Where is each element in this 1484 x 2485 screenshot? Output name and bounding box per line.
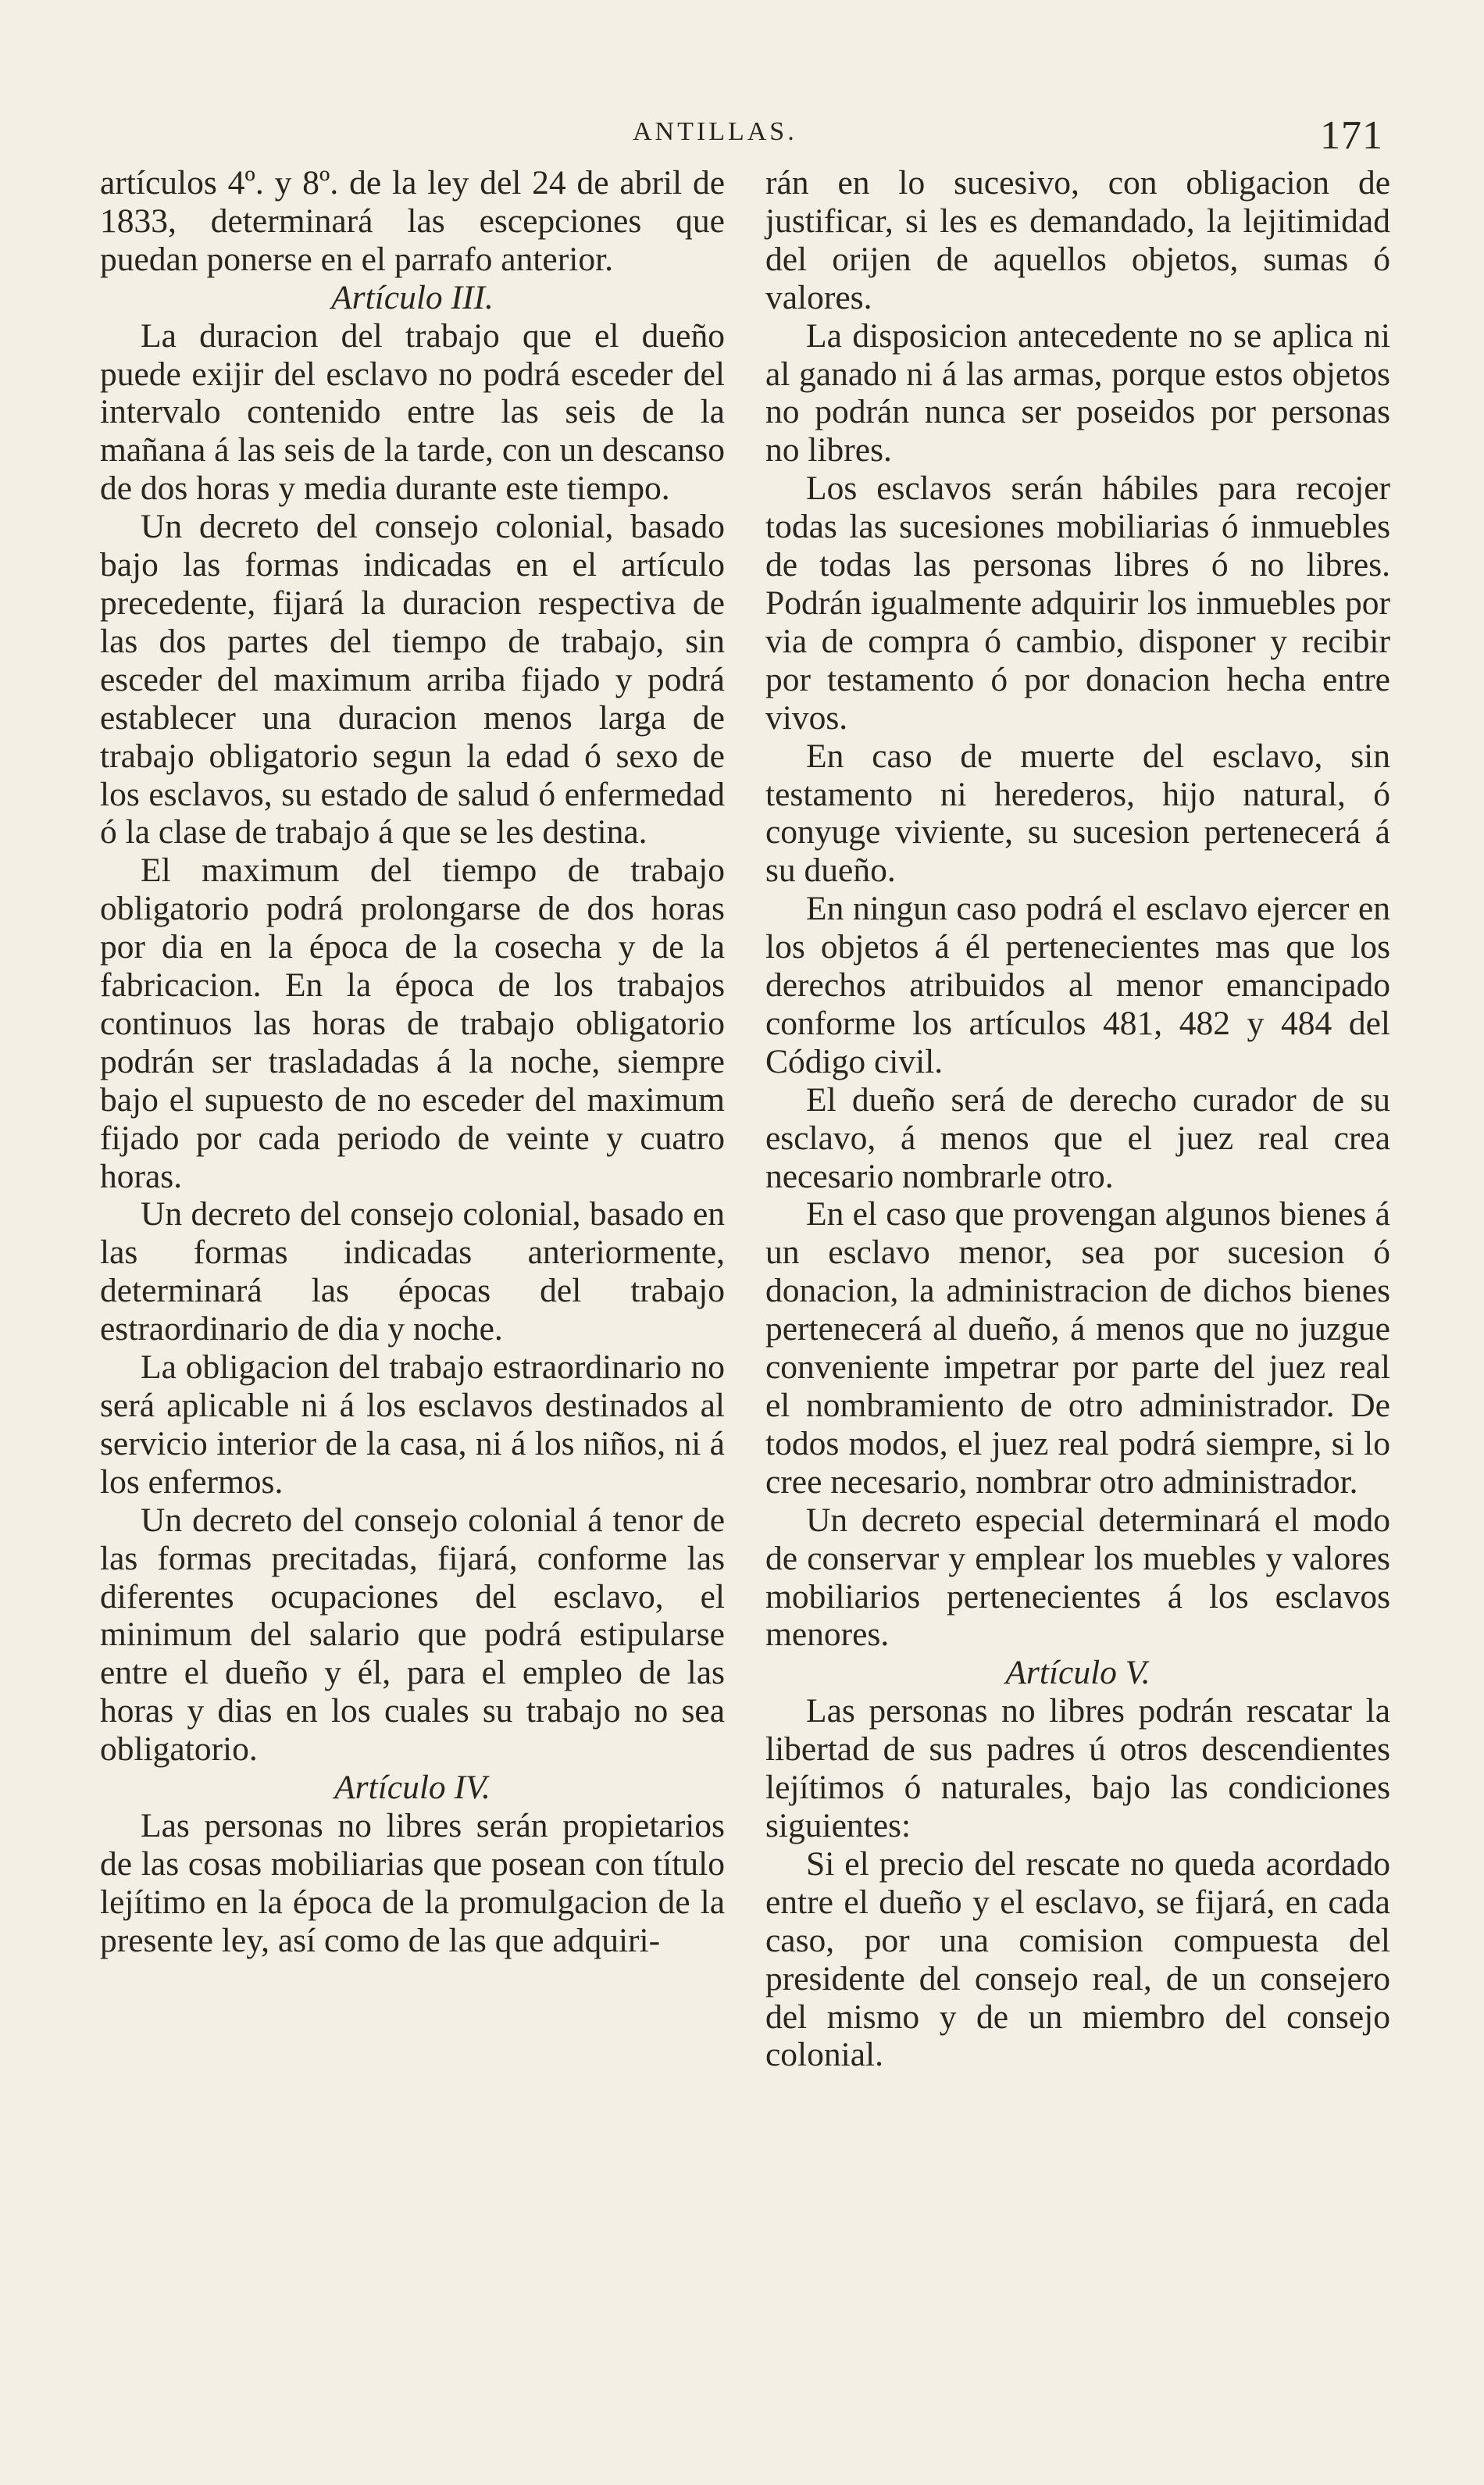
paragraph: Los esclavos serán hábiles para recojer todas las sucesiones mobiliarias ó inmuebles de todas las personas libres ó no libres. Podrán igualmente adquirir los inmuebles por via de compra ó cambio, disponer y recibir por testamento ó por donacion hecha entre vivos. (765, 470, 1390, 737)
paragraph: rán en lo sucesivo, con obligacion de justificar, si les es demandado, la lejitimidad del orijen de aquellos objetos, sumas ó valores. (765, 164, 1390, 316)
paragraph: La disposicion antecedente no se aplica ni al ganado ni á las armas, porque estos objetos no podrán nunca ser poseidos por personas no libres. (765, 316, 1390, 470)
paragraph: La obligacion del trabajo estraordinario no será aplicable ni á los esclavos destinados al servicio interior de la casa, ni á los niños, ni á los enfermos. (100, 1348, 725, 1501)
paragraph: Las personas no libres serán propietarios de las cosas mobiliarias que posean con título lejítimo en la época de la promulgacion de la presente ley, así como de las que adquiri- (100, 1806, 725, 1959)
left-column (100, 164, 725, 1960)
paragraph: Un decreto especial determinará el modo de conservar y emplear los muebles y valores mobiliarios pertenecientes á los esclavos menores. (765, 1501, 1390, 1654)
article-heading: Artículo IV. (334, 1769, 491, 1807)
article-heading: Artículo III. (331, 278, 494, 316)
paragraph: En caso de muerte del esclavo, sin testamento ni herederos, hijo natural, ó conyuge viviente, su sucesion pertenecerá á su dueño. (765, 737, 1390, 890)
paragraph: El dueño será de derecho curador de su esclavo, á menos que el juez real crea necesario nombrarle otro. (765, 1080, 1390, 1195)
running-title: ANTILLAS. (633, 117, 797, 146)
article-heading: Artículo V. (1005, 1654, 1150, 1692)
paragraph: Un decreto del consejo colonial, basado en las formas indicadas anteriormente, determinará las épocas del trabajo estraordinario de dia y noche. (100, 1195, 725, 1348)
paragraph: El maximum del tiempo de trabajo obligatorio podrá prolongarse de dos horas por dia en la época de la cosecha y de la fabricacion. En la época de los trabajos continuos las horas de trabajo obligatorio podrán ser trasladadas á la noche, siempre bajo el supuesto de no esceder del maximum fijado por cada periodo de veinte y cuatro horas. (100, 852, 725, 1195)
paragraph: En ningun caso podrá el esclavo ejercer en los objetos á él pertenecientes mas que los derechos atribuidos al menor emancipado conforme los artículos 481, 482 y 484 del Código civil. (765, 890, 1390, 1080)
paragraph: La duracion del trabajo que el dueño puede exijir del esclavo no podrá esceder del intervalo contenido entre las seis de la mañana á las seis de la tarde, con un descanso de dos horas y media durante este tiempo. (100, 316, 725, 508)
paragraph: artículos 4º. y 8º. de la ley del 24 de abril de 1833, determinará las escepciones que puedan ponerse en el parrafo anterior. (100, 164, 725, 278)
paragraph: Un decreto del consejo colonial á tenor de las formas precitadas, fijará, conforme las diferentes ocupaciones del esclavo, el minimum del salario que podrá estipularse entre el dueño y él, para el empleo de las horas y dias en los cuales su trabajo no sea obligatorio. (100, 1501, 725, 1769)
page-number: 171 (1320, 113, 1383, 158)
right-column (765, 164, 1390, 2074)
paragraph: Las personas no libres podrán rescatar la libertad de sus padres ú otros descendientes lejítimos ó naturales, bajo las condiciones siguientes: (765, 1692, 1390, 1844)
running-header (0, 113, 1484, 164)
paragraph: Si el precio del rescate no queda acordado entre el dueño y el esclavo, se fijará, en cada caso, por una comision compuesta del presidente del consejo real, de un consejero del mismo y de un miembro del consejo colonial. (765, 1844, 1390, 2074)
paragraph: Un decreto del consejo colonial, basado bajo las formas indicadas en el artículo precedente, fijará la duracion respectiva de las dos partes del tiempo de trabajo, sin esceder del maximum arriba fijado y podrá establecer una duracion menos larga de trabajo obligatorio segun la edad ó sexo de los esclavos, su estado de salud ó enfermedad ó la clase de trabajo á que se les destina. (100, 508, 725, 852)
paragraph: En el caso que provengan algunos bienes á un esclavo menor, sea por sucesion ó donacion, la administracion de dichos bienes pertenecerá al dueño, á menos que no juzgue conveniente impetrar por parte del juez real el nombramiento de otro administrador. De todos modos, el juez real podrá siempre, si lo cree necesario, nombrar otro administrador. (765, 1195, 1390, 1501)
